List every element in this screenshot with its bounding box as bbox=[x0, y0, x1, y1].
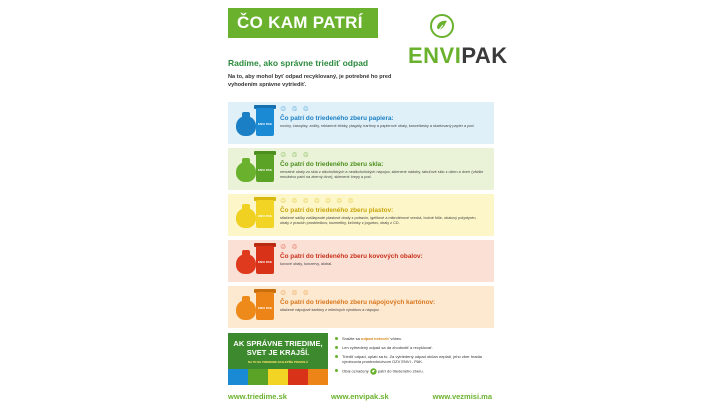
envipak-logo bbox=[408, 14, 508, 74]
section-glass bbox=[228, 148, 494, 190]
section-text: stlačené nápojové kartóny z mliečnych výrobkov a nápojov. bbox=[280, 308, 380, 312]
bag-icon bbox=[236, 208, 256, 228]
rule-item: Obal označený patrí do triedeného zberu. bbox=[334, 368, 494, 375]
banner-line1: AK SPRÁVNE TRIEDIME, bbox=[233, 339, 323, 348]
section-plastic bbox=[228, 194, 494, 236]
banner-slogan bbox=[228, 339, 328, 357]
slogan-banner bbox=[228, 333, 328, 385]
rule-item: Triediť odpad, oplatí sa to. Za vytriedený odpad občan neplatí, jeho zber hradia výrobcovia prostredníctvom OZV ENVI - PAK. bbox=[334, 354, 494, 364]
recycle-icons: ♲ ♲ ♲ ♲ ♲ ♲ ♲ bbox=[280, 198, 356, 205]
section-title: Čo patrí do triedeného zberu plastov: bbox=[280, 207, 394, 214]
bag-tie bbox=[242, 204, 250, 210]
bin-label: ENVI PAK bbox=[258, 122, 272, 126]
section-text: noviny, časopisy, zošity, reklamné letáky, plagáty, kartóny a papierové obaly, kancelársky a skartovaný papier a pod. bbox=[280, 124, 475, 128]
bag-tie bbox=[242, 158, 250, 164]
recycle-icons: ♲ ♲ bbox=[280, 244, 299, 251]
recycle-icons: ♲ ♲ ♲ bbox=[280, 152, 311, 159]
intro-text: Na to, aby mohol byť odpad recyklovaný, je potrebné ho pred vyhodením správne vytriediť. bbox=[228, 74, 392, 88]
bag-icon bbox=[236, 300, 256, 320]
section-text: nevratné obaly zo skla z alkoholických a nealkoholických nápojov, sklenené nádoby, tabuľové sklo z okien a dverí (väčšie množstvo patrí na zberný dvor), sklenené črepy a pod. bbox=[280, 170, 484, 180]
bag-tie bbox=[242, 250, 250, 256]
logo-pak: PAK bbox=[461, 43, 508, 68]
footer-links bbox=[222, 392, 498, 401]
bag-icon bbox=[236, 116, 256, 136]
section-metal bbox=[228, 240, 494, 282]
section-title: Čo patrí do triedeného zberu papiera: bbox=[280, 115, 394, 122]
bag-icon bbox=[236, 162, 256, 182]
section-text: stlačené sáčky zošliapnuté plastové obaly z potravín, igelitové a mikroténové vrecká, bočné fólie, obalový polystyrén, obaly z pracích prostriedkov, kozmetiky, kelímky z jogurtov, obaly z CD. bbox=[280, 216, 477, 226]
bin-label: ENVI PAK bbox=[258, 214, 272, 218]
bin-label: ENVI PAK bbox=[258, 260, 272, 264]
bin-label: ENVI PAK bbox=[258, 306, 272, 310]
banner-line2: SVET JE KRAJŠÍ. bbox=[246, 348, 310, 357]
footer-link-envipak[interactable]: www.envipak.sk bbox=[330, 392, 389, 401]
recycle-leaf-icon bbox=[370, 368, 377, 375]
recycle-icons: ♲ ♲ ♲ bbox=[280, 290, 311, 297]
section-title: Čo patrí do triedeného zberu kovových obalov: bbox=[280, 253, 423, 260]
footer-link-triedime[interactable]: www.triedime.sk bbox=[228, 392, 287, 401]
logo-envi: ENVI bbox=[408, 43, 462, 68]
bag-icon bbox=[236, 254, 256, 274]
bin-label: ENVI PAK bbox=[258, 168, 272, 172]
footer-link-vezmisi[interactable]: www.vezmisi.ma bbox=[432, 392, 492, 401]
section-cartons bbox=[228, 286, 494, 328]
recycle-icons: ♲ ♲ ♲ bbox=[280, 106, 311, 113]
recycle-leaf-icon bbox=[430, 14, 454, 38]
section-title: Čo patrí do triedeného zberu skla: bbox=[280, 161, 384, 168]
rules-list bbox=[334, 336, 494, 379]
bins-color-strip bbox=[228, 369, 328, 385]
banner-subtext: NA TO NA TRIEDENIE NAJLEPŠIE PRAVIDLÁ bbox=[247, 360, 309, 364]
poster bbox=[222, 0, 508, 420]
poster-title: ČO KAM PATRÍ bbox=[228, 8, 378, 38]
bag-tie bbox=[242, 112, 250, 118]
rule-item: Len vytriedený odpad sa dá zhodnotiť a recyklovať. bbox=[334, 345, 494, 350]
rule-item: Snažte sa odpad netvoriť vôbec. bbox=[334, 336, 494, 341]
logo-wordmark bbox=[408, 42, 508, 70]
section-title: Čo patrí do triedeného zberu nápojových kartónov: bbox=[280, 299, 436, 306]
section-paper bbox=[228, 102, 494, 144]
page-subtitle: Radíme, ako správne triediť odpad bbox=[228, 58, 369, 68]
section-text: kovové obaly, konzervy, alobal. bbox=[280, 262, 333, 266]
bag-tie bbox=[242, 296, 250, 302]
